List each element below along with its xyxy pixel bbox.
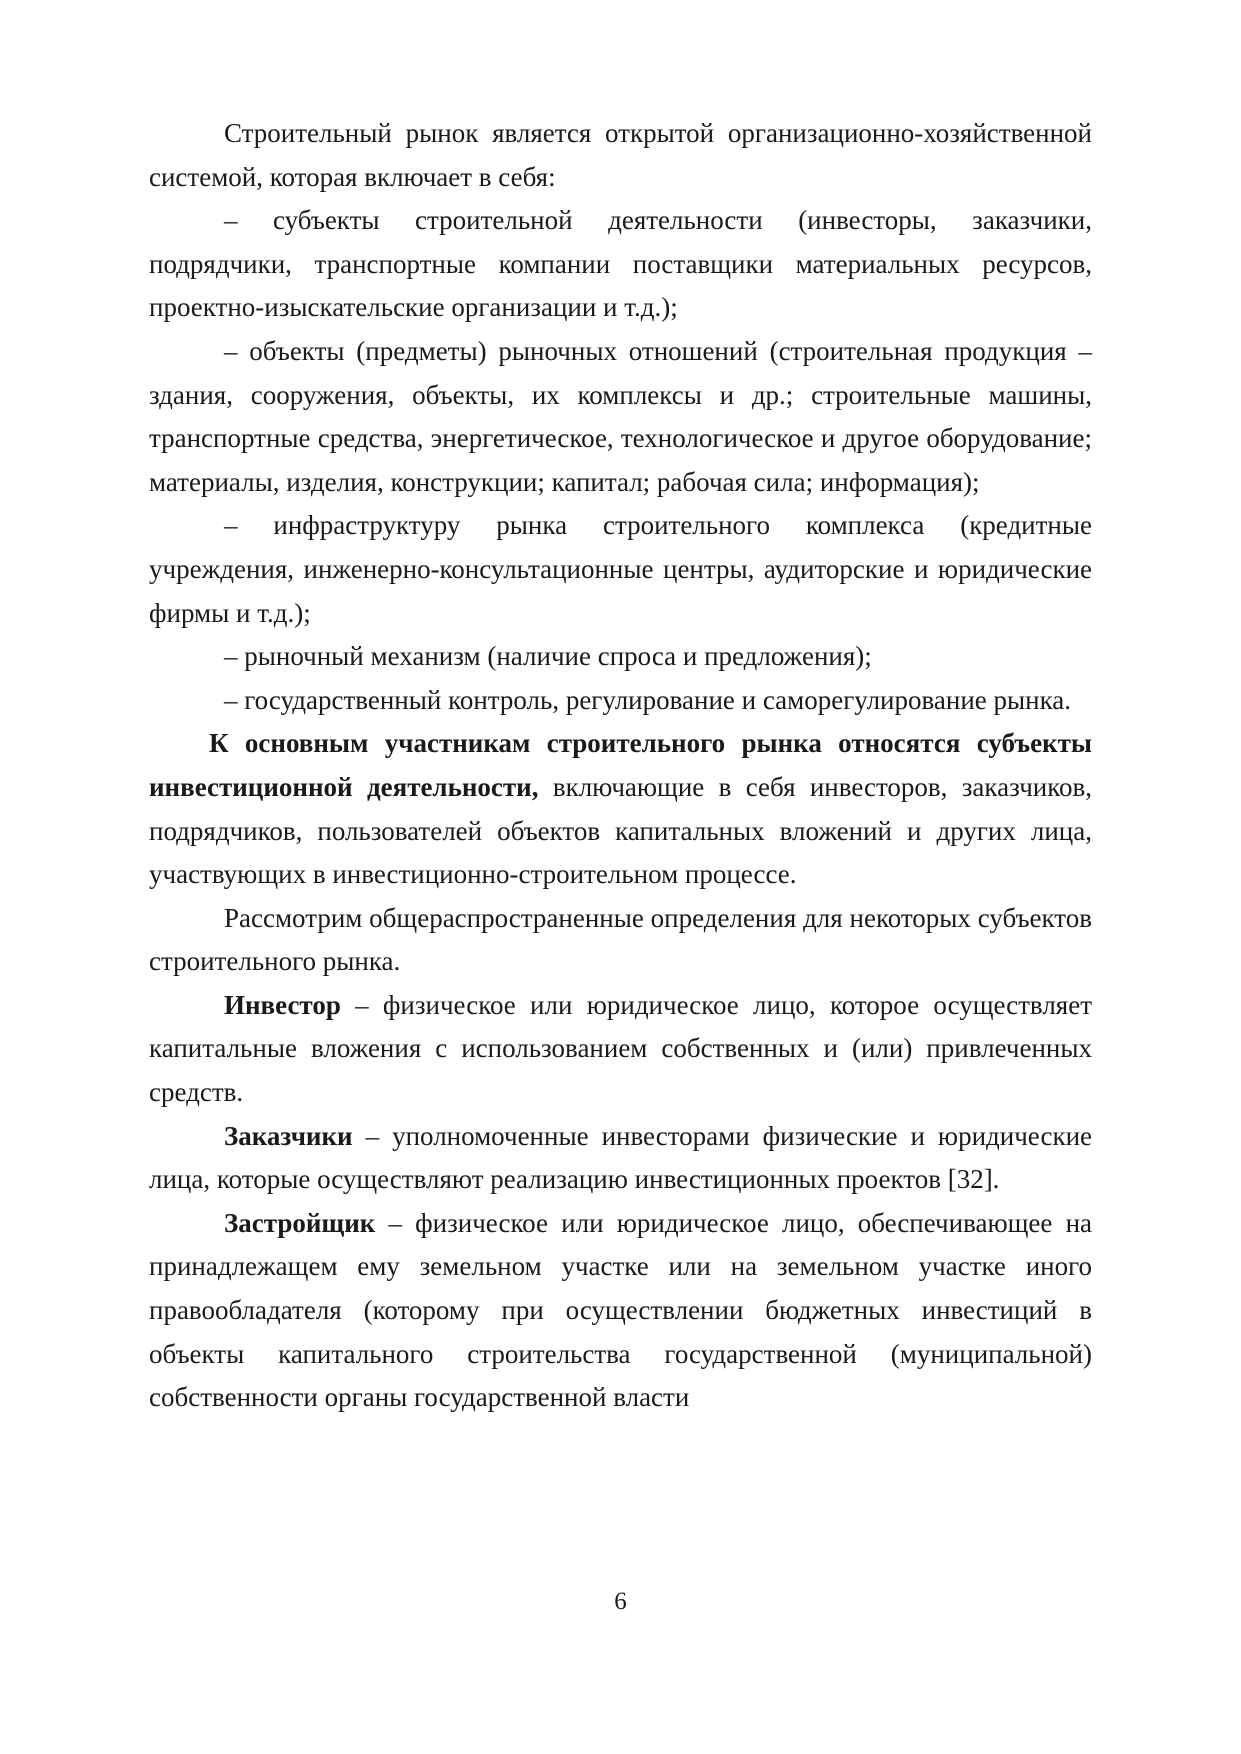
body-text <box>149 112 1092 1420</box>
paragraph-text: – инфраструктуру рынка строительного комплекса (кредитные учреждения, инженерно-консультационные центры, аудиторские и юридические фирмы и т.д.); <box>149 510 1092 628</box>
paragraph-text: – субъекты строительной деятельности (инвесторы, заказчики, подрядчики, транспортные компании поставщики материальных ресурсов, проектно-изыскательские организации и т.д.); <box>149 205 1092 323</box>
definition-customers <box>149 1115 1092 1202</box>
paragraph-intro <box>149 112 1092 199</box>
list-item-objects <box>149 330 1092 504</box>
paragraph-text: Строительный рынок является открытой организационно-хозяйственной системой, которая включает в себя: <box>149 118 1092 192</box>
paragraph-text: – рыночный механизм (наличие спроса и предложения); <box>224 641 872 672</box>
list-item-mechanism <box>149 635 1092 679</box>
paragraph-text: включающие в себя инвесторов, заказчиков, подрядчиков, пользователей объектов капитальных вложений и других лица, участвующих в инвестиционно-строительном процессе. <box>149 771 1092 890</box>
list-item-control <box>149 679 1092 723</box>
paragraph-participants <box>149 722 1092 896</box>
list-item-infrastructure <box>149 504 1092 635</box>
list-item-subjects <box>149 199 1092 330</box>
definition-developer <box>149 1202 1092 1420</box>
page-number: 6 <box>614 1588 627 1615</box>
paragraph-text: – объекты (предметы) рыночных отношений (строительная продукция – здания, сооружения, объекты, их комплексы и др.; строительные машины, транспортные средства, энергетическое, технологическое и другое оборудование; материалы, изделия, конструкции; капитал; рабочая сила; информация); <box>149 335 1092 497</box>
paragraph-text: – государственный контроль, регулирование и саморегулирование рынка. <box>224 684 1072 715</box>
paragraph-definitions-intro <box>149 897 1092 984</box>
definition-investor <box>149 984 1092 1115</box>
term-investor: Инвестор <box>224 989 341 1020</box>
paragraph-text: – физическое или юридическое лицо, обеспечивающее на принадлежащем ему земельном участке или на земельном участке иного правообладателя (которому при осуществлении бюджетных инвестиций в объекты капитального строительства государственной (муниципальной) собственности органы государственной власти <box>149 1207 1092 1413</box>
paragraph-text: – физическое или юридическое лицо, которое осуществляет капитальные вложения с использованием собственных и (или) привлеченных средств. <box>149 989 1092 1108</box>
paragraph-text: – уполномоченные инвесторами физические и юридические лица, которые осуществляют реализацию инвестиционных проектов [32]. <box>149 1120 1092 1195</box>
term-customers: Заказчики <box>224 1120 353 1151</box>
term-developer: Застройщик <box>224 1207 376 1238</box>
bold-lead-text: К основным участникам строительного рынка относятся субъекты инвестиционной деятельности, <box>149 728 1092 802</box>
paragraph-text: Рассмотрим общераспространенные определения для некоторых субъектов строительного рынка. <box>149 902 1092 977</box>
